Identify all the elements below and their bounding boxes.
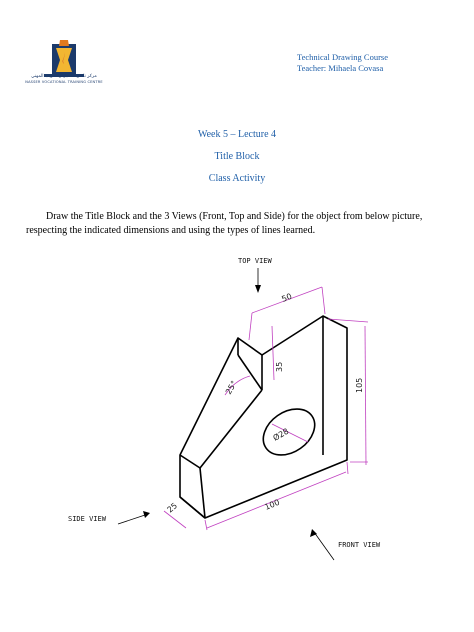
isometric-object-drawing (0, 248, 474, 568)
object-outline (180, 316, 347, 518)
lecture-titles (0, 129, 474, 195)
dimension-25-degree-label: 25° (223, 379, 239, 396)
dimension-100-label: 100 (263, 497, 281, 512)
top-view-arrow-icon (255, 268, 261, 293)
activity-title: Class Activity (208, 173, 266, 184)
front-view-label: FRONT VIEW (338, 541, 381, 549)
teacher-name: Teacher: Mihaela Covasa (297, 62, 384, 73)
logo-text (14, 74, 114, 85)
hole-diameter-label: Ø28 (271, 426, 291, 443)
dimension-105-label: 105 (355, 377, 364, 393)
dimension-50-label: 50 (280, 291, 294, 304)
logo-arabic-text: مركز ناصر للتأهيل والتدريب المهني (31, 74, 97, 79)
course-name: Technical Drawing Course (297, 52, 388, 62)
side-view-arrow-icon (118, 511, 150, 524)
dimension-35-label: 35 (275, 361, 284, 372)
dimension-25-label: 25 (165, 501, 180, 515)
hole-circle (255, 400, 324, 465)
course-info (297, 52, 388, 73)
logo-english-text: NASSER VOCATIONAL TRAINING CENTRE (25, 80, 103, 84)
instructions-paragraph: Draw the Title Block and the 3 Views (Front, Top and Side) for the object from below picture, respecting the indicated dimensions and using the types of lines learned. (26, 211, 423, 236)
side-view-label: SIDE VIEW (68, 515, 106, 523)
top-view-label: TOP VIEW (238, 257, 272, 265)
front-view-arrow-icon (310, 529, 334, 560)
topic-title: Title Block (214, 151, 260, 162)
week-title: Week 5 – Lecture 4 (197, 129, 277, 140)
